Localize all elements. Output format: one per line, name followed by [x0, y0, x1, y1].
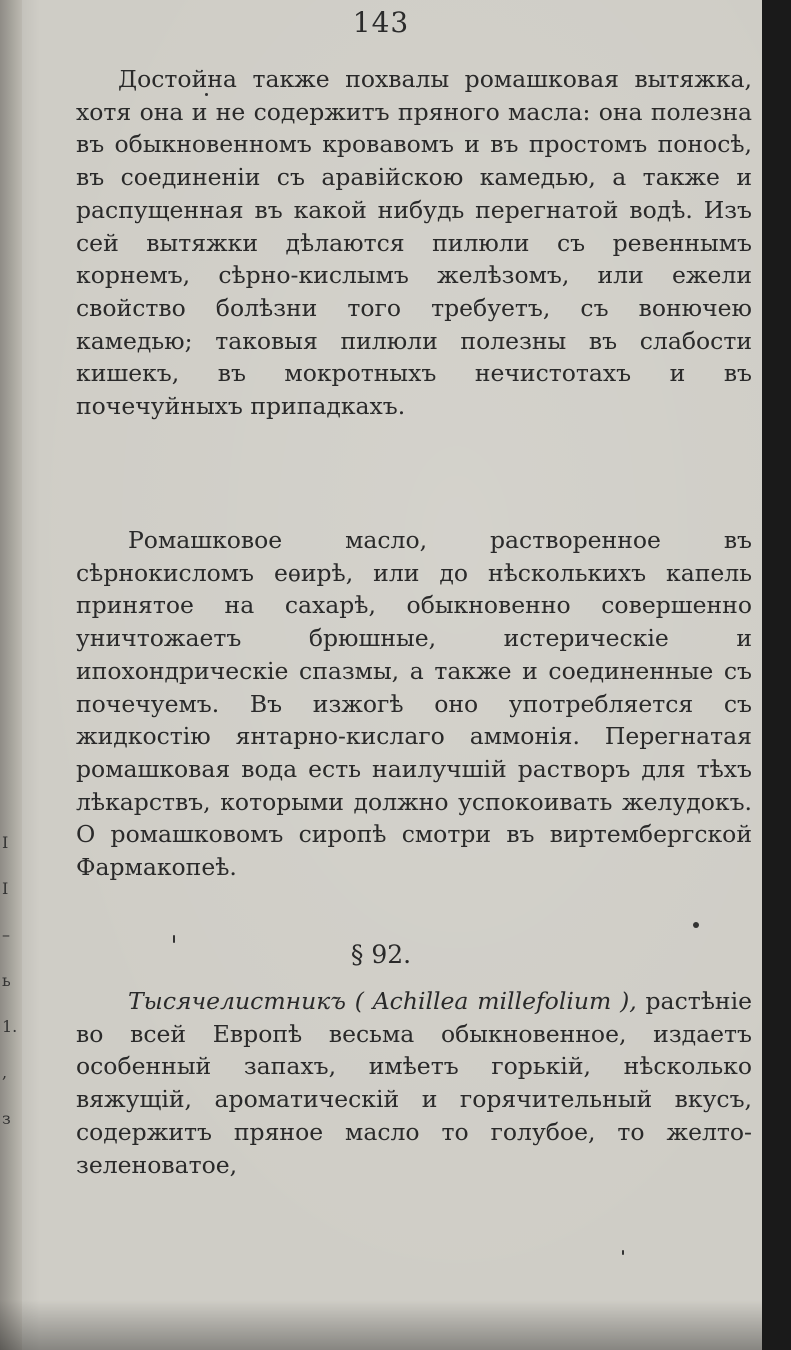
ink-speck	[205, 93, 208, 96]
margin-mark: ,	[2, 1063, 8, 1082]
ink-speck	[622, 1250, 624, 1255]
page-number: 143	[352, 6, 410, 39]
margin-mark: ь	[2, 971, 11, 990]
paragraph-text: Ромашковое масло, растворенное въ сѣрнокисломъ еѳирѣ, или до нѣсколькихъ капель принятое на сахарѣ, обыкновенно совершенно уничтожаетъ брюшные, истерическіе и ипохондрическіе спазмы, а также и соединенные съ почечуемъ. Въ изжогѣ оно употребляется съ жидкостію янтарно-кислаго аммонія. Перегнатая ромашковая вода есть наилучшій растворъ для тѣхъ лѣкарствъ, которыми должно успокоивать желудокъ. О ромашковомъ сиропѣ смотри въ виртембергской Фармакопеѣ.	[76, 526, 752, 882]
paragraph-chamomile-extract	[76, 63, 752, 423]
paragraph-chamomile-oil	[76, 524, 752, 884]
section-heading: § 92.	[350, 940, 412, 969]
margin-mark: з	[2, 1109, 11, 1128]
margin-marks	[2, 820, 22, 1142]
paragraph-yarrow	[76, 985, 752, 1181]
margin-mark: I	[2, 833, 9, 852]
paragraph-text: Достойна также похвалы ромашковая вытяжка, хотя она и не содержитъ пряного масла: она полезна въ обыкновенномъ кровавомъ и въ простомъ поносѣ, въ соединеніи съ аравійскою камедью, а также и распущенная въ какой нибудь перегнатой водѣ. Изъ сей вытяжки дѣлаются пилюли съ ревеннымъ корнемъ, сѣрно-кислымъ желѣзомъ, или ежели свойство болѣзни того требуетъ, съ вонючею камедью; таковыя пилюли полезны въ слабости кишекъ, въ мокротныхъ нечистотахъ и въ почечуйныхъ припадкахъ.	[76, 65, 752, 421]
page-gutter	[0, 0, 22, 1350]
margin-mark: –	[2, 925, 10, 944]
margin-mark: I	[2, 879, 9, 898]
yarrow-term: Тысячелистникъ	[128, 987, 346, 1015]
latin-name: ( Achillea millefolium ),	[354, 987, 637, 1015]
ink-speck	[693, 922, 699, 928]
margin-mark: 1.	[2, 1017, 18, 1036]
page-bottom-shadow	[0, 1300, 762, 1350]
paragraph-text: растѣніе во всей Европѣ весьма обыкновенное, издаетъ особенный запахъ, имѣетъ горькій, нѣсколько вяжущій, ароматическій и горячительный вкусъ, содержитъ пряное масло то голубое, то желто-зеленоватое,	[76, 987, 752, 1179]
scan-border	[762, 0, 791, 1350]
ink-speck	[173, 935, 175, 943]
